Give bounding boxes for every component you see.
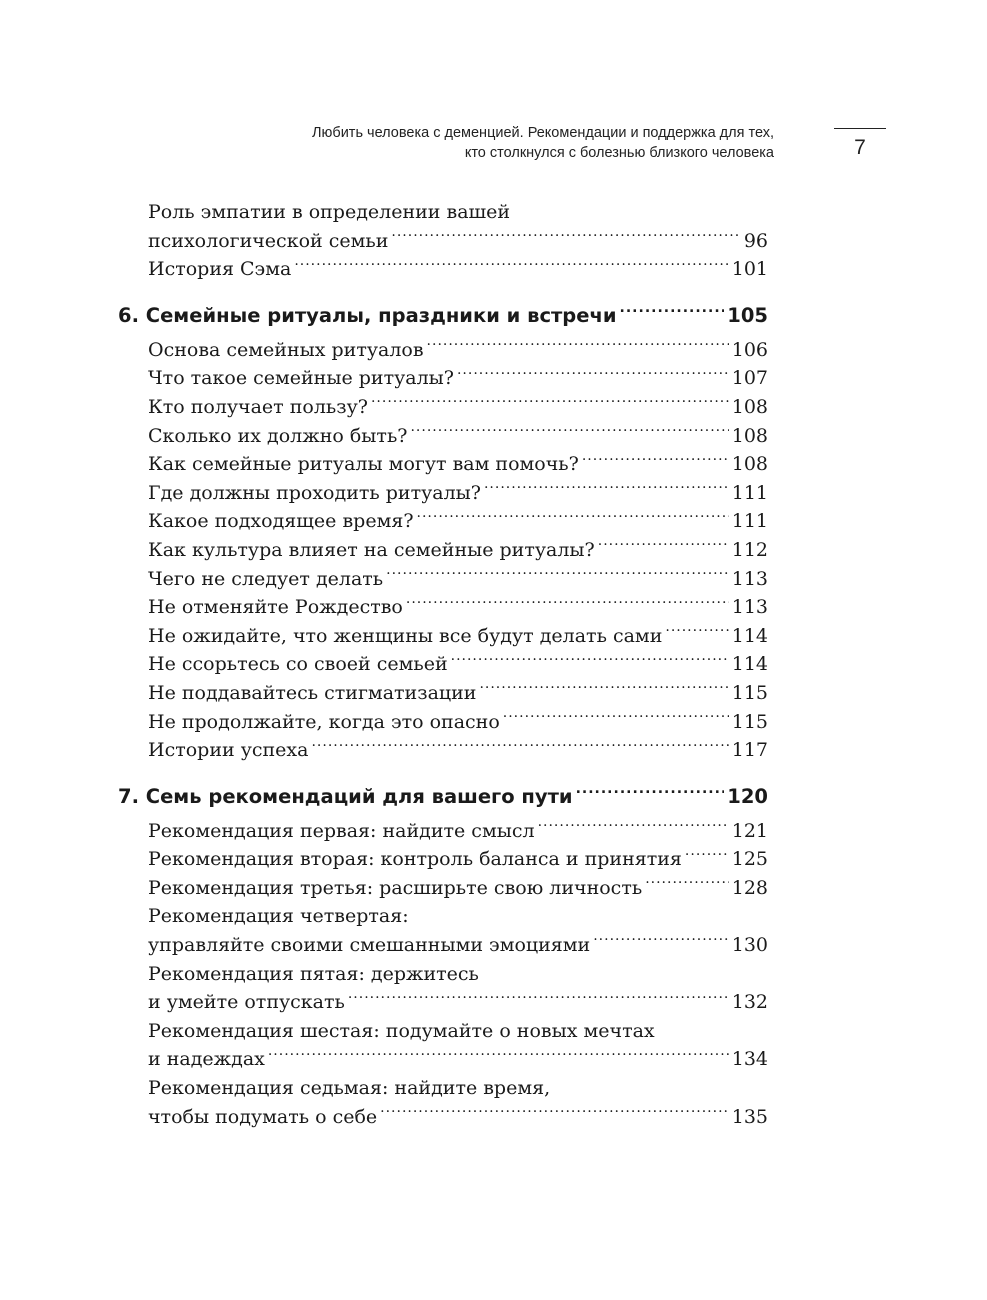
toc-entry[interactable] [148,708,768,737]
toc-entry-title: Не ожидайте, что женщины все будут делать сами [148,624,663,647]
leader-dots [311,737,728,756]
leader-dots [294,256,728,275]
toc-entry-page: 96 [743,229,768,252]
toc-entry[interactable] [148,1045,768,1074]
chapter-title: 7. Семь рекомендаций для вашего пути [118,784,573,808]
toc-chapter-7[interactable] [118,783,768,811]
toc-entry[interactable] [148,622,768,651]
toc-entry-page: 125 [731,848,768,871]
leader-dots [457,365,729,384]
toc-entry-title: Сколько их должно быть? [148,424,408,447]
toc-entry-line1: Роль эмпатии в определении вашей [148,201,511,223]
toc-entry[interactable] [148,336,768,365]
toc-entry[interactable] [148,393,768,422]
leader-dots [503,709,729,728]
toc-entry-page: 106 [731,338,768,361]
toc-entry-title: Рекомендация третья: расширьте свою личность [148,876,643,899]
leader-dots [427,337,729,356]
toc-entry-title: Не ссорьтесь со своей семьей [148,653,448,676]
toc-entry-page: 112 [731,538,768,561]
toc-entry-title: История Сэма [148,258,292,281]
chapter-page: 120 [727,784,768,808]
toc-entry-page: 117 [731,739,768,762]
toc-entry[interactable] [148,679,768,708]
toc-entry[interactable] [148,593,768,622]
toc-entry[interactable] [148,931,768,960]
toc-entry[interactable] [148,845,768,874]
toc-entry-title: управляйте своими смешанными эмоциями [148,934,591,957]
toc-entry-page: 101 [731,258,768,281]
toc-entry-page: 114 [731,624,768,647]
page-number-rule [834,128,886,129]
toc-entry-title: Не продолжайте, когда это опасно [148,710,500,733]
leader-dots [380,1104,729,1123]
toc-entry[interactable] [148,479,768,508]
toc-entry[interactable] [148,227,768,256]
toc-entry-title: Как культура влияет на семейные ритуалы? [148,538,595,561]
leader-dots [620,302,725,322]
leader-dots [582,451,729,470]
toc-entry-page: 134 [731,1048,768,1071]
toc-entry[interactable] [148,1103,768,1132]
running-title-line2: кто столкнулся с болезнью близкого человека [464,145,774,161]
leader-dots [598,537,729,556]
toc-entry[interactable] [148,988,768,1017]
toc-entry-page: 111 [731,510,768,533]
toc-entry-title: и умейте отпускать [148,991,345,1014]
toc-entry-page: 128 [731,876,768,899]
leader-dots [391,228,740,247]
toc-entry-page: 135 [731,1105,768,1128]
toc-entry-title: Чего не следует делать [148,567,384,590]
toc-entry-title: Не поддавайтесь стигматизации [148,681,477,704]
toc-entry-title: чтобы подумать о себе [148,1105,378,1128]
toc-entry-title: Где должны проходить ритуалы? [148,481,481,504]
toc-entry-line1: Рекомендация пятая: держитесь [148,962,479,985]
toc-entry[interactable] [148,450,768,479]
toc-entry-page: 132 [731,991,768,1014]
toc-entry-title: Рекомендация вторая: контроль баланса и принятия [148,848,682,871]
toc-entry-page: 114 [731,653,768,676]
toc-entry[interactable] [148,874,768,903]
toc-entry-title: и надеждах [148,1048,265,1071]
leader-dots [268,1046,729,1065]
toc-entry[interactable] [148,817,768,846]
table-of-contents [118,198,768,1131]
toc-chapter-6[interactable] [118,302,768,330]
toc-entry-page: 115 [731,710,768,733]
leader-dots [484,480,729,499]
toc-entry-page: 113 [731,567,768,590]
leader-dots [645,875,729,894]
toc-entry-page: 108 [731,395,768,418]
leader-dots [406,594,729,613]
leader-dots [348,989,729,1008]
toc-entry-title: психологической семьи [148,229,389,252]
leader-dots [386,566,729,585]
leader-dots [576,783,725,803]
toc-entry-title: Кто получает пользу? [148,395,368,418]
toc-entry-page: 107 [731,367,768,390]
toc-entry[interactable] [148,536,768,565]
toc-entry-title: Истории успеха [148,739,309,762]
toc-entry-title: Не отменяйте Рождество [148,596,403,619]
leader-dots [538,818,729,837]
toc-entry[interactable] [148,255,768,284]
toc-entry[interactable] [148,364,768,393]
leader-dots [417,508,729,527]
toc-entry-title: Основа семейных ритуалов [148,338,424,361]
leader-dots [451,651,729,670]
toc-entry-line1: Рекомендация четвертая: [148,905,409,928]
toc-entry-page: 130 [731,934,768,957]
leader-dots [410,423,728,442]
toc-entry-title: Как семейные ритуалы могут вам помочь? [148,453,579,476]
leader-dots [479,680,728,699]
toc-entry-page: 111 [731,481,768,504]
toc-entry-page: 115 [731,681,768,704]
toc-entry[interactable] [148,650,768,679]
chapter-title: 6. Семейные ритуалы, праздники и встречи [118,303,617,327]
running-title-line1: Любить человека с деменцией. Рекомендации и поддержка для тех, [312,125,774,141]
toc-entry-title: Рекомендация первая: найдите смысл [148,819,535,842]
chapter-page: 105 [727,303,768,327]
toc-entry-page: 108 [731,424,768,447]
toc-entry[interactable] [148,422,768,451]
leader-dots [685,846,729,865]
toc-entry-title: Какое подходящее время? [148,510,414,533]
leader-dots [665,623,728,642]
toc-entry-title: Что такое семейные ритуалы? [148,367,454,390]
leader-dots [593,932,729,951]
toc-entry-line1: Рекомендация седьмая: найдите время, [148,1077,551,1100]
toc-entry[interactable] [148,736,768,765]
toc-entry[interactable] [148,565,768,594]
toc-entry-page: 108 [731,453,768,476]
running-head [214,123,774,163]
toc-entry-page: 113 [731,596,768,619]
toc-entry-line1: Рекомендация шестая: подумайте о новых мечтах [148,1019,655,1042]
leader-dots [371,394,729,413]
toc-entry-page: 121 [731,819,768,842]
toc-entry[interactable] [148,507,768,536]
page-number: 7 [854,136,866,159]
